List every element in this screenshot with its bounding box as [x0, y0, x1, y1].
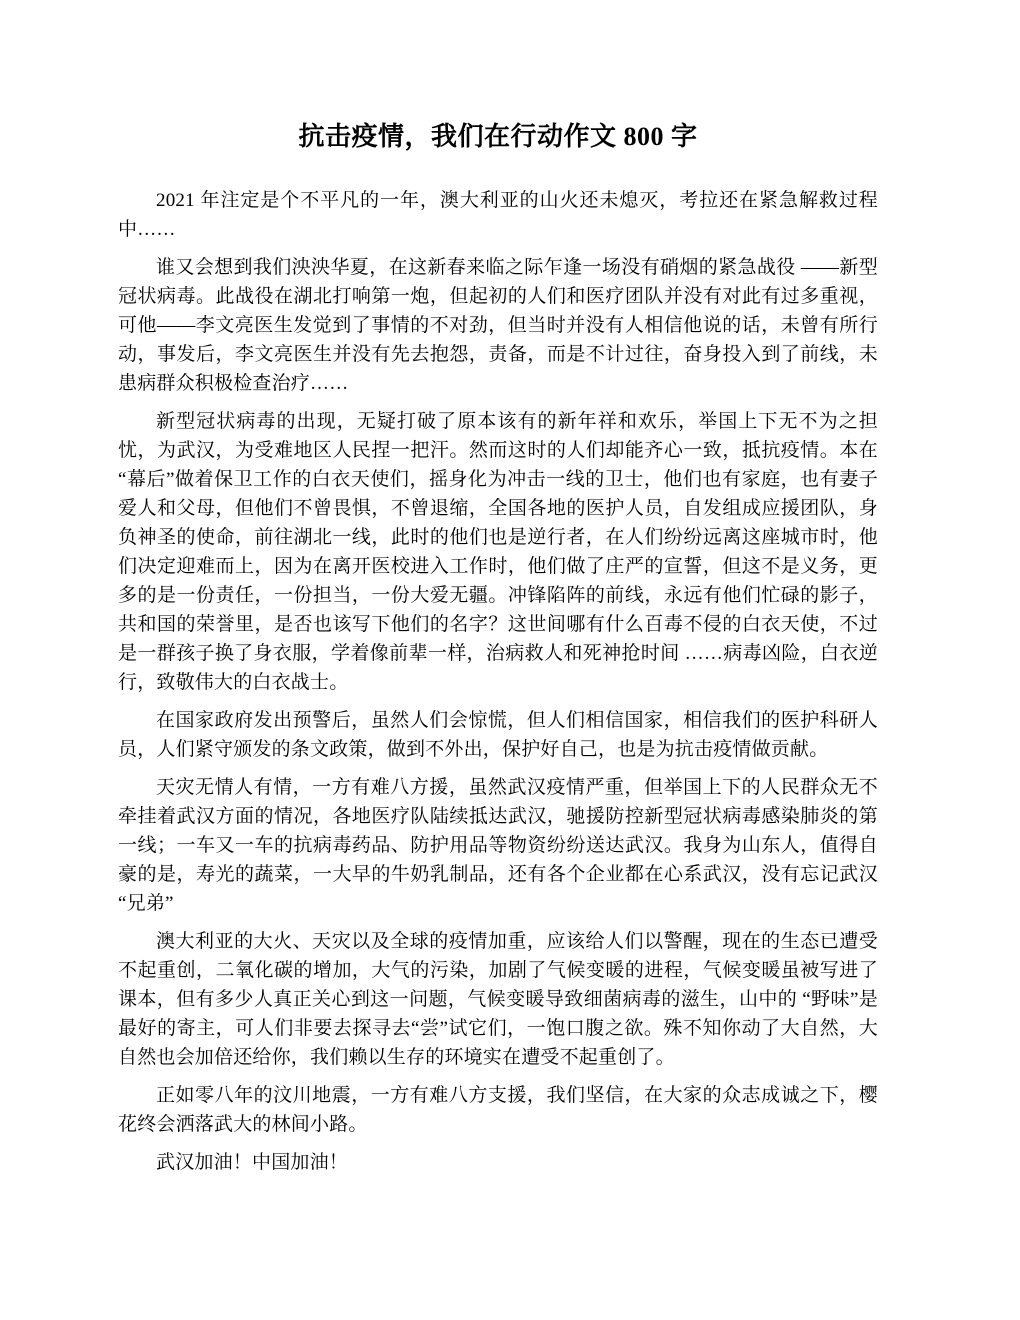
essay-paragraph: 谁又会想到我们泱泱华夏，在这新春来临之际乍逢一场没有硝烟的紧急战役 ——新型冠状病毒。此战役在湖北打响第一炮，但起初的人们和医疗团队并没有对此有过多重视，可他——李文亮医生发觉到了事情的不对劲，但当时并没有人相信他说的话，未曾有所行动，事发后，李文亮医生并没有先去抱怨，责备，而是不计过往，奋身投入到了前线，未患病群众积极检查治疗……: [118, 257, 878, 394]
essay-paragraph: 新型冠状病毒的出现，无疑打破了原本该有的新年祥和欢乐，举国上下无不为之担忧，为武汉，为受难地区人民捏一把汗。然而这时的人们却能齐心一致，抵抗疫情。本在 “幕后”做着保卫工作的白衣天使们，摇身化为冲击一线的卫士，他们也有家庭，也有妻子爱人和父母，但他们不曾畏惧，不曾退缩，全国各地的医护人员，自发组成应援团队，身负神圣的使命，前往湖北一线，此时的他们也是逆行者，在人们纷纷远离这座城市时，他们决定迎难而上，因为在离开医校进入工作时，他们做了庄严的宣誓，但这不是义务，更多的是一份责任，一份担当，一份大爱无疆。冲锋陷阵的前线，永远有他们忙碌的影子，共和国的荣誉里，是否也该写下他们的名字？这世间哪有什么百毒不侵的白衣天使，不过是一群孩子换了身衣服，学着像前辈一样，治病救人和死神抢时间 ……病毒凶险，白衣逆行，致敬伟大的白衣战士。: [118, 411, 878, 693]
essay-paragraph: 武汉加油！中国加油！: [156, 1152, 349, 1173]
essay-paragraph: 天灾无情人有情，一方有难八方援，虽然武汉疫情严重，但举国上下的人民群众无不牵挂着武汉方面的情况，各地医疗队陆续抵达武汉，驰援防控新型冠状病毒感染肺炎的第一线；一车又一车的抗病毒药品、防护用品等物资纷纷送达武汉。我身为山东人，值得自豪的是，寿光的蔬菜，一大早的牛奶乳制品，还有各个企业都在心系武汉，没有忘记武汉“兄弟”: [118, 777, 878, 914]
essay-paragraph: 澳大利亚的大火、天灾以及全球的疫情加重，应该给人们以警醒，现在的生态已遭受不起重创，二氧化碳的增加，大气的污染，加剧了气候变暖的进程，气候变暖虽被写进了课本，但有多少人真正关心到这一问题，气候变暖导致细菌病毒的滋生，山中的 “野味”是最好的寄主，可人们非要去探寻去“尝”试它们，一饱口腹之欲。殊不知你动了大自然，大自然也会加倍还给你，我们赖以生存的环境实在遭受不起重创了。: [118, 931, 878, 1068]
essay-paragraph: 2021 年注定是个不平凡的一年，澳大利亚的山火还未熄灭，考拉还在紧急解救过程中……: [118, 190, 878, 240]
essay-paragraph: 在国家政府发出预警后，虽然人们会惊慌，但人们相信国家，相信我们的医护科研人员，人们紧守颁发的条文政策，做到不外出，保护好自己，也是为抗击疫情做贡献。: [118, 710, 878, 760]
document-title: 抗击疫情，我们在行动作文 800 字: [298, 122, 698, 151]
essay-paragraph: 正如零八年的汶川地震，一方有难八方支援，我们坚信，在大家的众志成诚之下，樱花终会洒落武大的林间小路。: [118, 1085, 878, 1135]
